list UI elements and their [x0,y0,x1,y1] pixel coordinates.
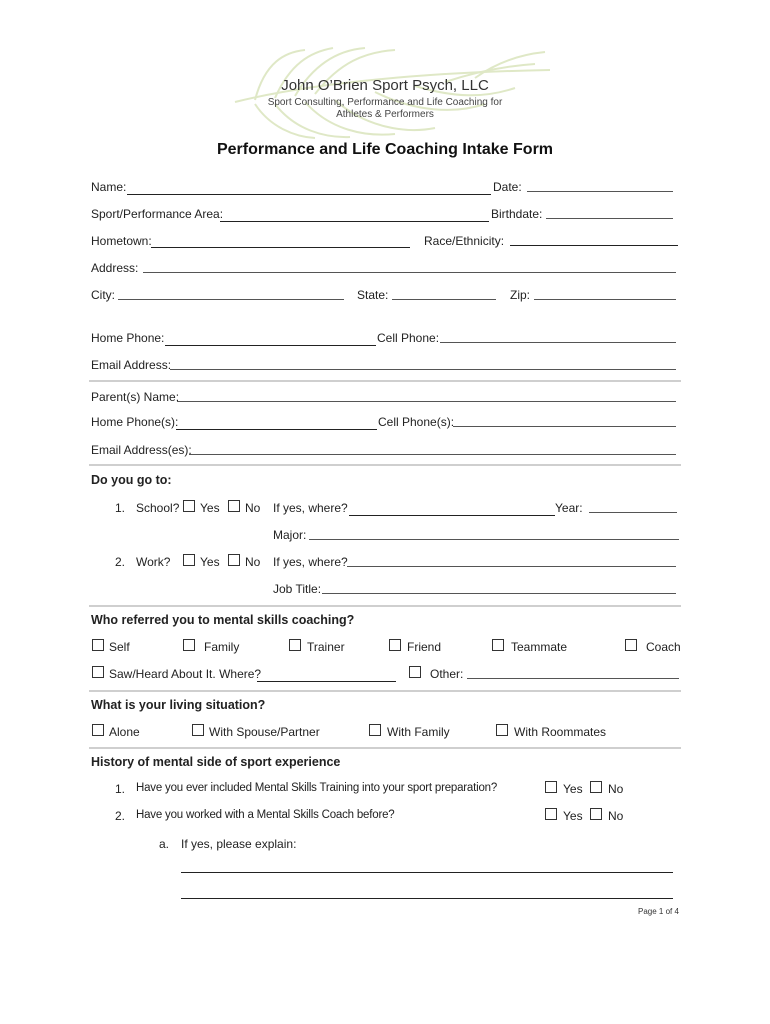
history-q2-number: 2. [115,809,126,823]
date-label: Date: [493,180,522,194]
referral-other-field[interactable] [467,678,679,679]
major-field[interactable] [309,539,679,540]
hometown-label: Hometown: [91,234,152,248]
history-q1-no-label: No [608,782,624,796]
school-where-field[interactable] [349,515,555,516]
referral-where-field[interactable] [257,681,396,682]
school-yes-label: Yes [200,501,220,515]
history-q1-no-checkbox[interactable] [590,781,602,793]
referral-self-label: Self [109,640,130,654]
work-where-label: If yes, where? [273,555,348,569]
parents-email-label: Email Address(es): [91,443,192,457]
work-yes-label: Yes [200,555,220,569]
living-alone-label: Alone [109,725,140,739]
living-roommates-label: With Roommates [514,725,607,739]
history-q1-yes-checkbox[interactable] [545,781,557,793]
living-roommates-checkbox[interactable] [496,724,508,736]
living-spouse-checkbox[interactable] [192,724,204,736]
email-label: Email Address: [91,358,172,372]
name-field[interactable] [127,194,491,195]
work-no-checkbox[interactable] [228,554,240,566]
divider [89,464,681,466]
living-family-checkbox[interactable] [369,724,381,736]
school-no-label: No [245,501,261,515]
city-label: City: [91,288,115,302]
parents-home-phone-label: Home Phone(s): [91,415,179,429]
state-label: State: [357,288,389,302]
divider [89,690,681,692]
history-q2-text: Have you worked with a Mental Skills Coach before? [136,809,395,821]
cell-phone-label: Cell Phone: [377,331,440,345]
school-no-checkbox[interactable] [228,500,240,512]
referral-family-label: Family [204,640,240,654]
history-heading: History of mental side of sport experience [91,755,341,769]
referral-saw-heard-label: Saw/Heard About It. Where? [109,667,262,681]
email-field[interactable] [170,369,676,370]
page-number: Page 1 of 4 [638,907,679,916]
referral-friend-checkbox[interactable] [389,639,401,651]
work-number: 2. [115,555,126,569]
cell-phone-field[interactable] [440,342,676,343]
parents-cell-phone-label: Cell Phone(s): [378,415,455,429]
referral-heading: Who referred you to mental skills coaching? [91,613,355,627]
parents-home-phone-field[interactable] [176,429,377,430]
race-field[interactable] [510,245,678,246]
living-heading: What is your living situation? [91,698,266,712]
race-label: Race/Ethnicity: [424,234,505,248]
name-label: Name: [91,180,127,194]
school-label: School? [136,501,180,515]
referral-teammate-label: Teammate [511,640,568,654]
job-title-field[interactable] [322,593,676,594]
history-sub-a-number: a. [159,837,170,851]
home-phone-field[interactable] [165,345,376,346]
home-phone-label: Home Phone: [91,331,165,345]
history-q2-yes-label: Yes [563,809,583,823]
birthdate-field[interactable] [546,218,673,219]
city-field[interactable] [118,299,344,300]
parents-name-label: Parent(s) Name: [91,390,180,404]
divider [89,605,681,607]
parents-cell-phone-field[interactable] [453,426,676,427]
hometown-field[interactable] [151,247,410,248]
referral-other-label: Other: [430,667,464,681]
referral-friend-label: Friend [407,640,442,654]
referral-trainer-label: Trainer [307,640,345,654]
school-where-label: If yes, where? [273,501,348,515]
explain-field-line-2[interactable] [181,898,673,899]
referral-saw-heard-checkbox[interactable] [92,666,104,678]
living-spouse-label: With Spouse/Partner [209,725,320,739]
company-name: John O’Brien Sport Psych, LLC [281,77,489,94]
explain-field-line-1[interactable] [181,872,673,873]
job-title-label: Job Title: [273,582,322,596]
work-yes-checkbox[interactable] [183,554,195,566]
sport-area-label: Sport/Performance Area: [91,207,224,221]
referral-trainer-checkbox[interactable] [289,639,301,651]
school-year-label: Year: [555,501,583,515]
form-title: Performance and Life Coaching Intake Form [216,141,554,158]
state-field[interactable] [392,299,496,300]
company-tagline-line1: Sport Consulting, Performance and Life Coaching for [267,97,503,108]
divider [89,380,681,382]
birthdate-label: Birthdate: [491,207,543,221]
company-tagline-line2: Athletes & Performers [336,109,434,120]
history-q2-no-label: No [608,809,624,823]
parents-name-field[interactable] [177,401,676,402]
history-q1-number: 1. [115,782,126,796]
zip-field[interactable] [534,299,676,300]
do-you-go-heading: Do you go to: [91,473,172,487]
work-where-field[interactable] [347,566,676,567]
parents-email-field[interactable] [189,454,676,455]
school-yes-checkbox[interactable] [183,500,195,512]
referral-self-checkbox[interactable] [92,639,104,651]
address-label: Address: [91,261,139,275]
work-label: Work? [136,555,171,569]
work-no-label: No [245,555,261,569]
divider [89,747,681,749]
school-number: 1. [115,501,126,515]
date-field[interactable] [527,191,673,192]
referral-teammate-checkbox[interactable] [492,639,504,651]
history-q1-text: Have you ever included Mental Skills Training into your sport preparation? [136,782,498,794]
history-q2-no-checkbox[interactable] [590,808,602,820]
history-q1-yes-label: Yes [563,782,583,796]
sport-area-field[interactable] [220,221,489,222]
history-q2-yes-checkbox[interactable] [545,808,557,820]
referral-coach-label: Coach [646,640,681,654]
history-sub-a-text: If yes, please explain: [181,837,297,851]
school-year-field[interactable] [589,512,677,513]
major-label: Major: [273,528,307,542]
referral-family-checkbox[interactable] [183,639,195,651]
referral-coach-checkbox[interactable] [625,639,637,651]
living-family-label: With Family [387,725,450,739]
referral-other-checkbox[interactable] [409,666,421,678]
address-field[interactable] [143,272,676,273]
living-alone-checkbox[interactable] [92,724,104,736]
zip-label: Zip: [510,288,531,302]
